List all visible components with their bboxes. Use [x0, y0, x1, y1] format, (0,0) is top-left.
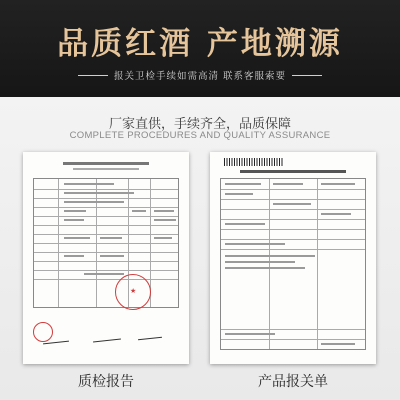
inspection-report-image	[23, 152, 189, 364]
signature-mark	[138, 337, 162, 341]
report-table-graphic	[33, 178, 179, 308]
declaration-table-graphic	[220, 178, 366, 350]
customs-declaration-caption: 产品报关单	[258, 374, 328, 390]
subtitle-row	[0, 68, 400, 82]
declaration-heading-graphic	[240, 170, 346, 173]
documents-panel	[0, 97, 400, 400]
subtitle-text: 报关卫检手续如需高清 联系客服索要	[113, 71, 287, 82]
page-title: 品质红酒 产地溯源	[57, 26, 343, 62]
red-seal-small-icon	[33, 322, 53, 342]
report-heading-graphic	[63, 162, 149, 165]
signature-mark	[93, 339, 121, 343]
tagline-english: COMPLETE PROCEDURES AND QUALITY ASSURANCE	[69, 130, 331, 141]
subtitle-divider-right	[292, 75, 322, 76]
inspection-report-caption: 质检报告	[78, 374, 134, 390]
subtitle-divider-left	[78, 75, 108, 76]
header-banner	[0, 0, 400, 97]
tagline: 厂家直供，手续齐全，品质保障	[108, 117, 291, 132]
customs-declaration-image	[210, 152, 376, 364]
red-seal-icon: ★	[115, 274, 151, 310]
report-subheading-graphic	[73, 168, 139, 170]
barcode-graphic	[224, 158, 284, 166]
